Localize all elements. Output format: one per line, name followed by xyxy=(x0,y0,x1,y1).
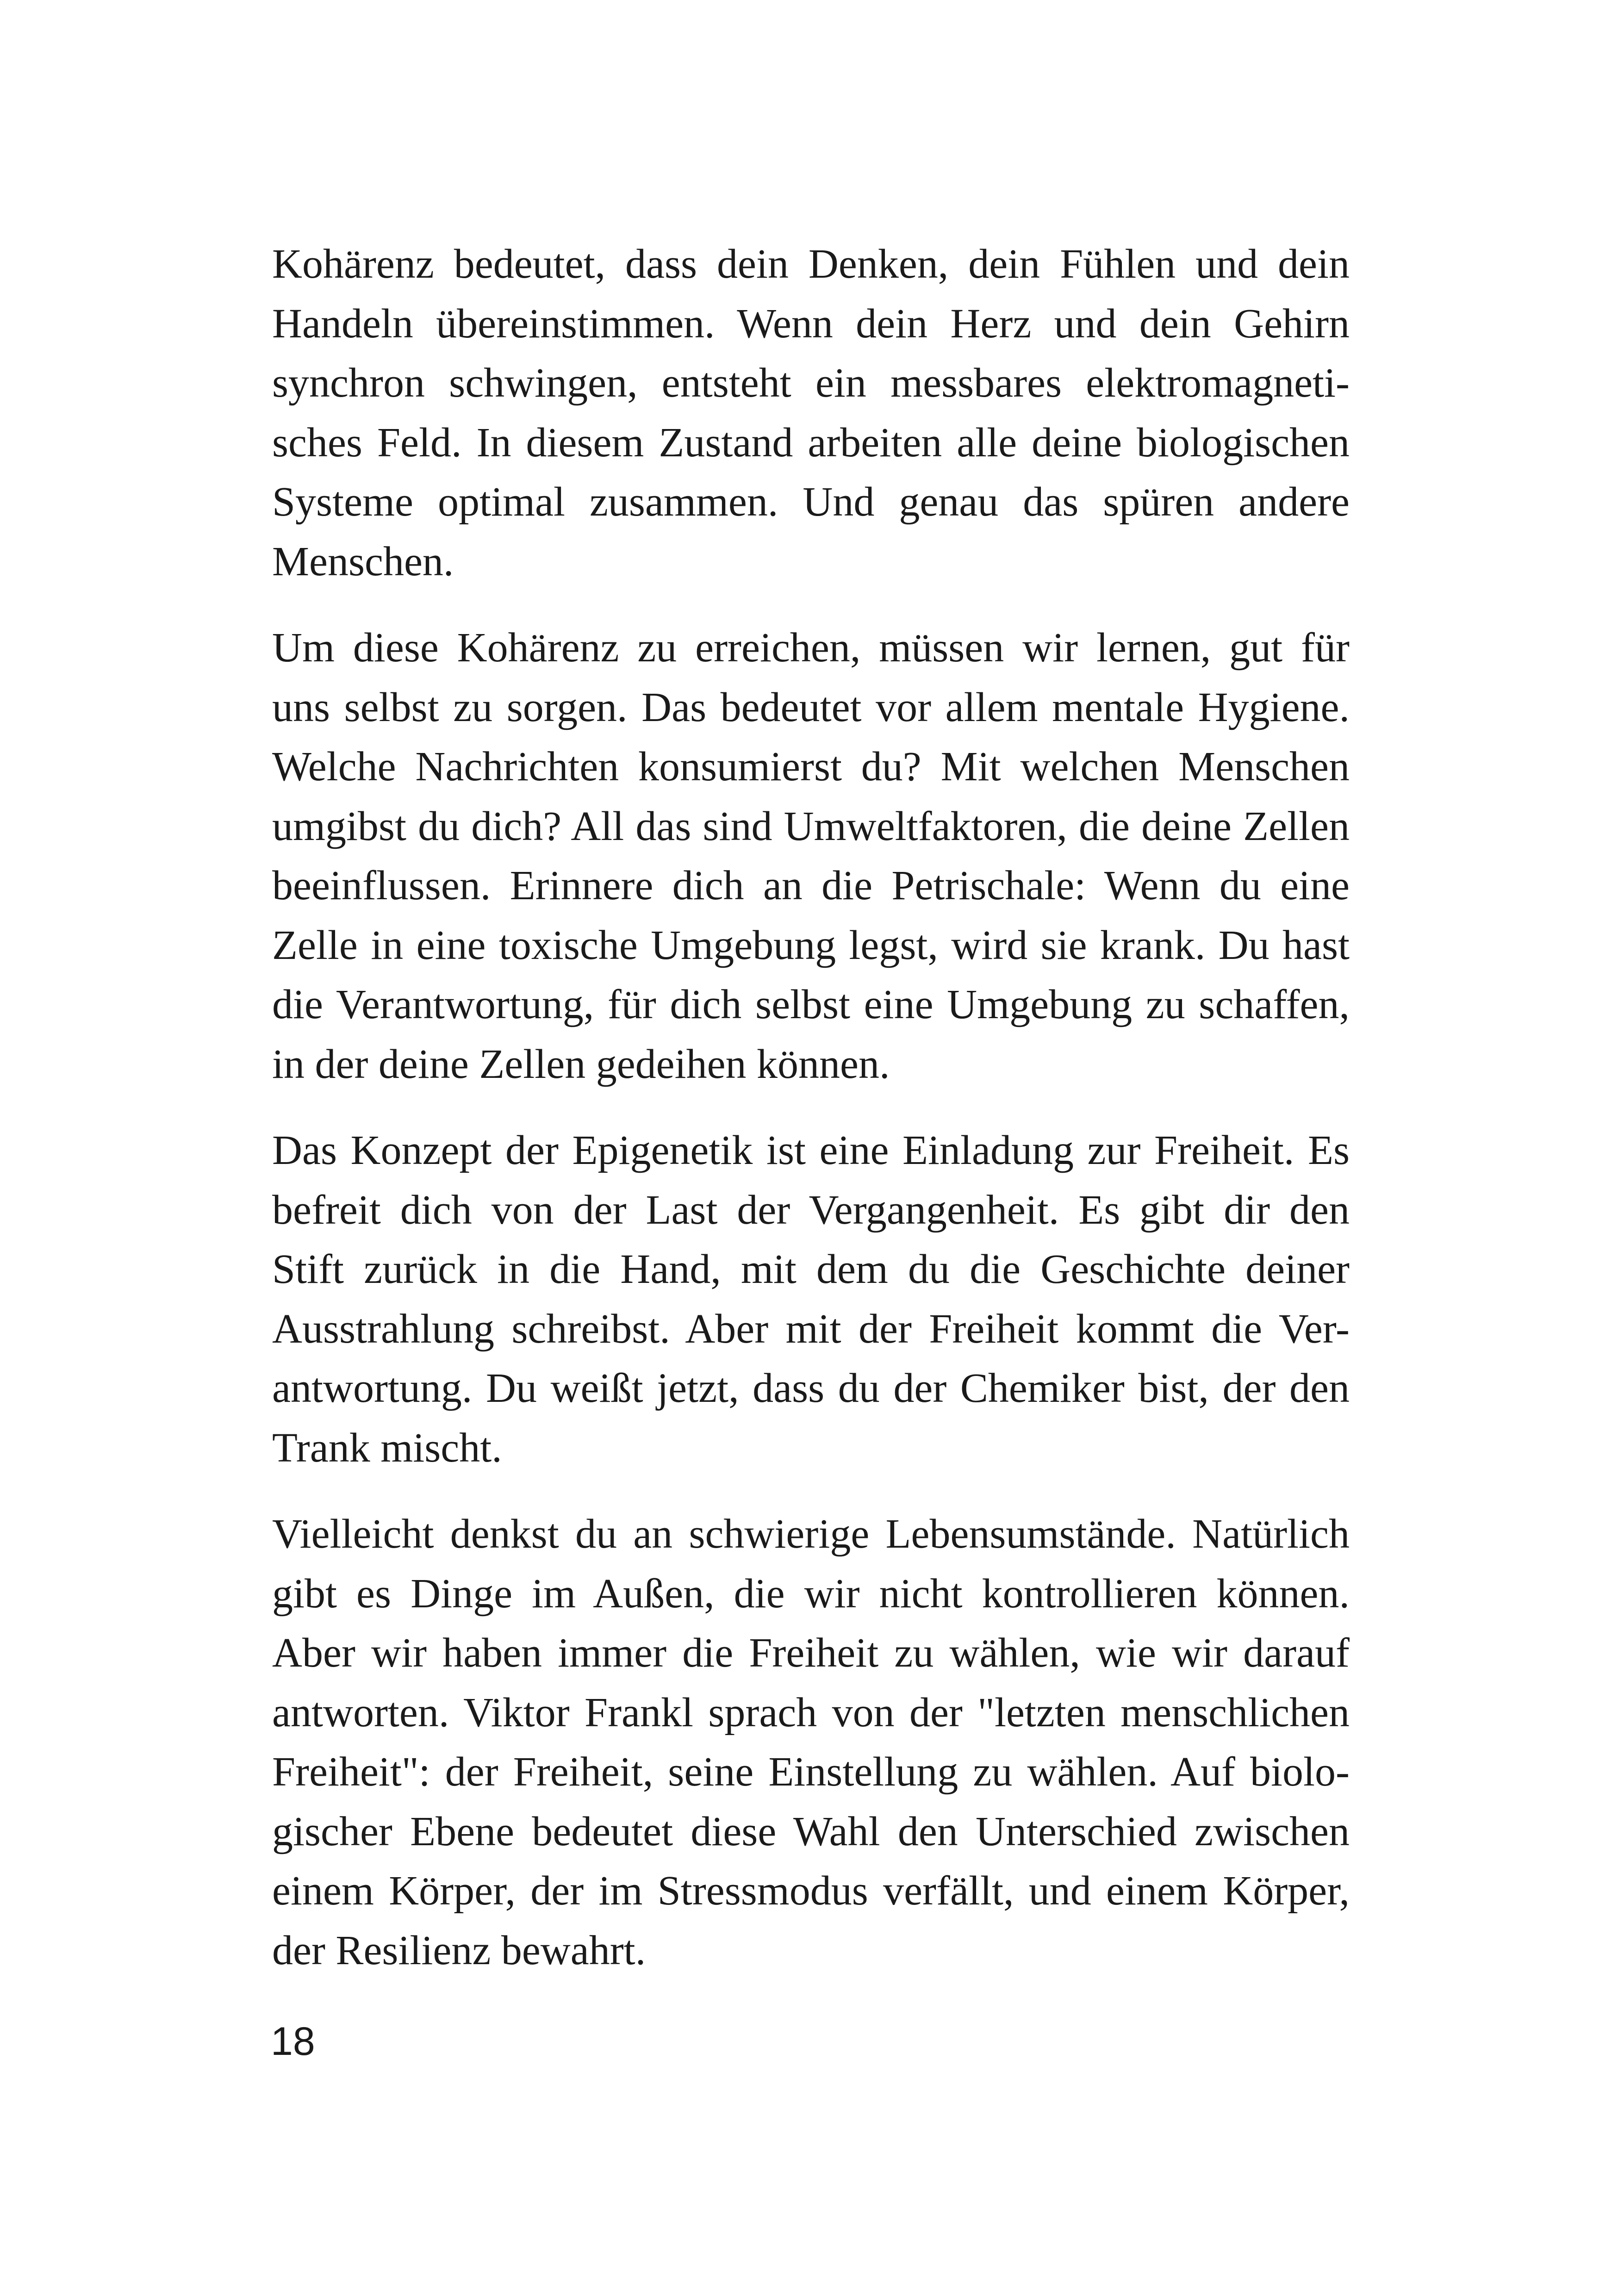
text-line: Trank mischt. xyxy=(272,1425,502,1471)
text-line: befreit dich von der Last der Vergangenheit. Es gibt dir den xyxy=(272,1187,1350,1233)
text-line: Zelle in eine toxische Umgebung legst, wird sie krank. Du hast xyxy=(272,922,1350,968)
text-line: Das Konzept der Epigenetik ist eine Einladung zur Freiheit. Es xyxy=(272,1127,1350,1173)
text-line: Ausstrahlung schreibst. Aber mit der Freiheit kommt die Ver- xyxy=(272,1306,1350,1352)
paragraph-epigenetics xyxy=(272,1121,1350,1478)
text-line: Menschen. xyxy=(272,538,454,585)
page-number: 18 xyxy=(271,2019,315,2064)
paragraph-coherence xyxy=(272,235,1350,591)
text-line: antwortung. Du weißt jetzt, dass du der Chemiker bist, der den xyxy=(272,1365,1350,1411)
text-line: umgibst du dich? All das sind Umweltfaktoren, die deine Zellen xyxy=(272,803,1350,849)
text-line: in der deine Zellen gedeihen können. xyxy=(272,1041,890,1087)
text-line: der Resilienz bewahrt. xyxy=(272,1927,646,1973)
paragraph-mental-hygiene xyxy=(272,618,1350,1094)
text-line: gibt es Dinge im Außen, die wir nicht kontrollieren können. xyxy=(272,1570,1350,1617)
text-line: Freiheit": der Freiheit, seine Einstellung zu wählen. Auf biolo- xyxy=(272,1749,1350,1795)
text-line: synchron schwingen, entsteht ein messbares elektromagneti- xyxy=(272,360,1350,406)
text-line: gischer Ebene bedeutet diese Wahl den Unterschied zwischen xyxy=(272,1808,1350,1854)
text-line: uns selbst zu sorgen. Das bedeutet vor allem mentale Hygiene. xyxy=(272,684,1350,730)
text-line: Welche Nachrichten konsumierst du? Mit welchen Menschen xyxy=(272,744,1350,790)
text-line: Um diese Kohärenz zu erreichen, müssen wir lernen, gut für xyxy=(272,625,1350,671)
text-line: Stift zurück in die Hand, mit dem du die Geschichte deiner xyxy=(272,1246,1350,1292)
text-line: Kohärenz bedeutet, dass dein Denken, dein Fühlen und dein xyxy=(272,241,1350,287)
text-line: Systeme optimal zusammen. Und genau das spüren andere xyxy=(272,479,1350,525)
text-line: einem Körper, der im Stressmodus verfällt, und einem Körper, xyxy=(272,1868,1350,1914)
text-line: Vielleicht denkst du an schwierige Lebensumstände. Natürlich xyxy=(272,1511,1350,1557)
text-line: Aber wir haben immer die Freiheit zu wählen, wie wir darauf xyxy=(272,1630,1350,1676)
text-line: sches Feld. In diesem Zustand arbeiten alle deine biologischen xyxy=(272,419,1350,466)
text-line: antworten. Viktor Frankl sprach von der "letzten menschlichen xyxy=(272,1689,1350,1736)
text-line: beeinflussen. Erinnere dich an die Petrischale: Wenn du eine xyxy=(272,863,1350,908)
text-line: die Verantwortung, für dich selbst eine Umgebung zu schaffen, xyxy=(272,982,1350,1027)
text-line: Handeln übereinstimmen. Wenn dein Herz und dein Gehirn xyxy=(272,300,1350,347)
paragraph-freedom xyxy=(272,1505,1350,1980)
body-text xyxy=(272,235,1350,2007)
